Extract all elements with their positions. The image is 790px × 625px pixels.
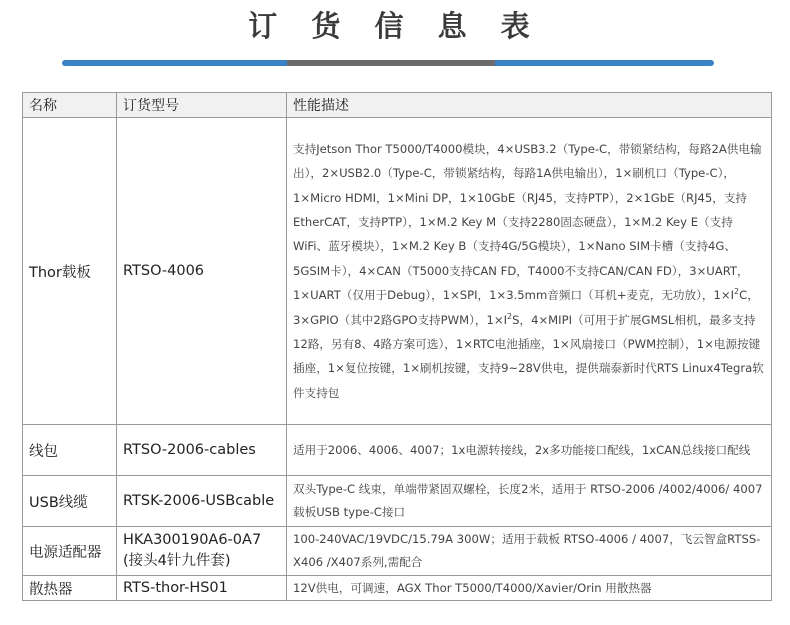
superscript: 2 xyxy=(507,311,513,321)
product-description: 12V供电，可调速，AGX Thor T5000/T4000/Xavier/Orin 用散热器 xyxy=(287,576,772,601)
order-table xyxy=(22,92,772,601)
product-description: 100-240VAC/19VDC/15.79A 300W；适用于载板 RTSO-4006 / 4007，飞云智盒RTSS- X406 /X407系列,需配合 xyxy=(287,527,772,576)
table-row xyxy=(23,425,772,476)
header-model: 订货型号 xyxy=(117,93,287,118)
order-model: RTS-thor-HS01 xyxy=(117,576,287,601)
product-name: USB线缆 xyxy=(23,476,117,527)
order-model: RTSO-4006 xyxy=(117,118,287,425)
table-row xyxy=(23,476,772,527)
order-model xyxy=(117,527,287,576)
order-model: RTSO-2006-cables xyxy=(117,425,287,476)
table-row xyxy=(23,576,772,601)
product-description: 适用于2006、4006、4007；1x电源转接线，2x多功能接口配线，1xCAN总线接口配线 xyxy=(287,425,772,476)
product-name: 散热器 xyxy=(23,576,117,601)
order-model-line: HKA300190A6-0A7 xyxy=(123,532,262,548)
description-part: 支持Jetson Thor T5000/T4000模块，4×USB3.2（Type-C，带锁紧结构，每路2A供电输出），2×USB2.0（Type-C，带锁紧结构，每路1A供电输出），1×刷机口（Type-C），1×Micro HDMI，1×Mini DP，1×10GbE（RJ45，支持PTP），2×1GbE（RJ45，支持EtherCAT，支持PTP），1×M.2 Key M（支持2280固态硬盘），1×M.2 Key E（支持WiFi、蓝牙模块），1×M.2 Key B（支持4G/5G模块），1×Nano SIM卡槽（支持4G、5GSIM卡），4×CAN（T5000支持CAN FD，T4000不支持CAN/CAN FD），3×UART，1×UART（仅用于Debug），1×SPI，1×3.5mm音频口（耳机+麦克，无功放），1×I xyxy=(293,141,762,303)
title-underline xyxy=(62,60,714,66)
page-title: 订 货 信 息 表 xyxy=(248,9,542,43)
product-description xyxy=(287,118,772,425)
header-name: 名称 xyxy=(23,93,117,118)
product-name: 线包 xyxy=(23,425,117,476)
description-part: S，4×MIPI（可用于扩展GMSL相机，最多支持12路，另有8、4路方案可选），1×RTC电池插座，1×风扇接口（PWM控制），1×电源按键插座，1×复位按键，1×刷机按键，支持9~28V供电，提供瑞泰新时代RTS Linux4Tegra软件支持包 xyxy=(293,312,764,400)
description-part: C，3×GPIO（其中2路GPO支持PWM），1×I xyxy=(293,288,759,327)
underline-left-segment xyxy=(62,60,287,66)
underline-right-segment xyxy=(495,60,714,66)
underline-middle-segment xyxy=(287,60,495,66)
product-name: Thor载板 xyxy=(23,118,117,425)
table-row xyxy=(23,527,772,576)
product-name: 电源适配器 xyxy=(23,527,117,576)
table-row xyxy=(23,118,772,425)
product-description: 双头Type-C 线束，单端带紧固双螺栓，长度2米，适用于 RTSO-2006 /4002/4006/ 4007 载板USB type-C接口 xyxy=(287,476,772,527)
order-model: RTSK-2006-USBcable xyxy=(117,476,287,527)
order-model-line: (接头4针九件套) xyxy=(123,553,231,569)
table-header-row xyxy=(23,93,772,118)
superscript: 2 xyxy=(734,287,740,297)
header-description: 性能描述 xyxy=(287,93,772,118)
